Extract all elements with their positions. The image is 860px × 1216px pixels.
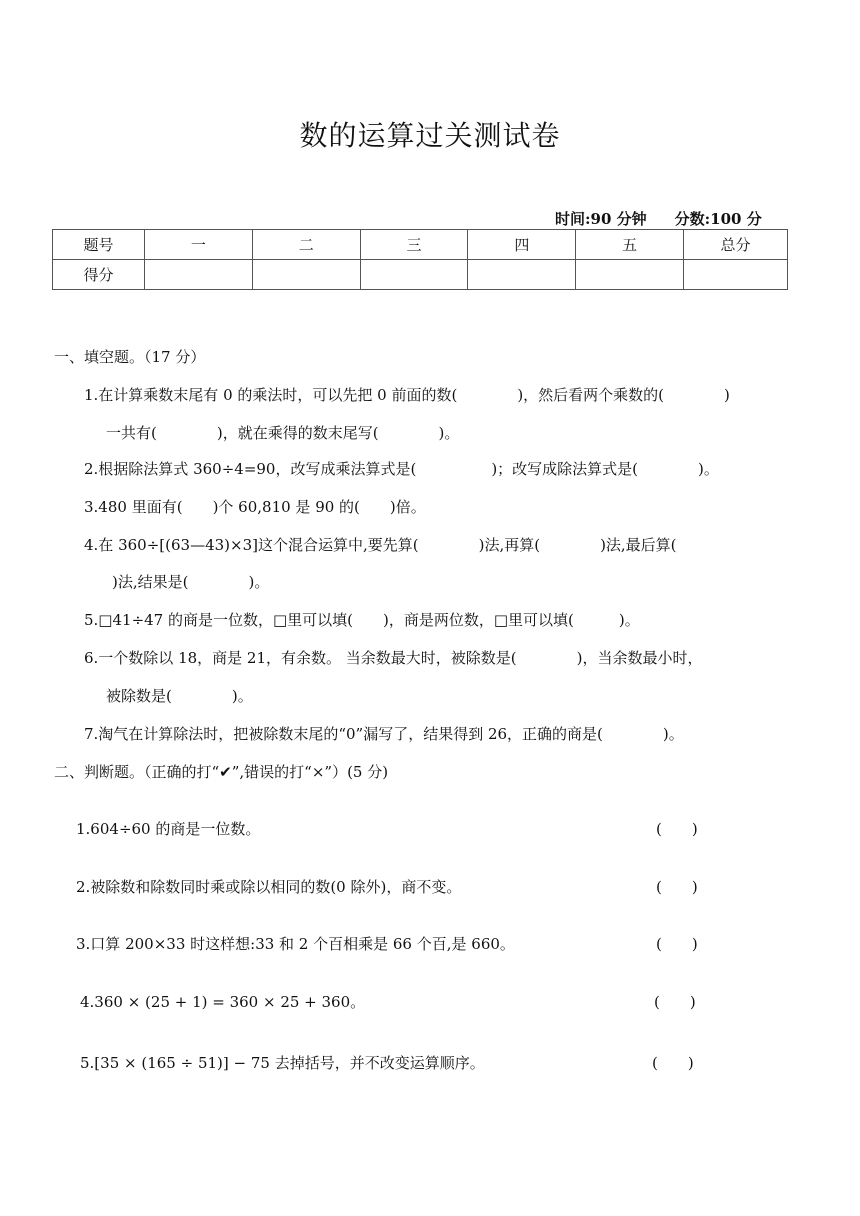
header-cell: 三 (360, 230, 468, 260)
exam-meta (555, 208, 762, 229)
question-line: 7.淘气在计算除法时，把被除数末尾的“0”漏写了，结果得到 26，正确的商是( )。 (84, 725, 684, 743)
score-table (52, 229, 788, 290)
header-cell: 二 (252, 230, 360, 260)
question-line: 一共有( )，就在乘得的数末尾写( )。 (106, 424, 460, 442)
section1-heading: 一、填空题。（17 分） (54, 348, 206, 366)
judge-item: 1.604÷60 的商是一位数。 (76, 820, 261, 838)
total-score: 分数:100 分 (674, 210, 762, 228)
judge-item: 2.被除数和除数同时乘或除以相同的数(0 除外)，商不变。 (76, 878, 462, 896)
question-line: 3.480 里面有( )个 60,810 是 90 的( )倍。 (84, 498, 426, 516)
answer-paren[interactable]: ( ) (654, 993, 696, 1011)
question-line: 5.□41÷47 的商是一位数，□里可以填( )，商是两位数，□里可以填( )。 (84, 611, 640, 629)
judge-item: 4.360 × (25 + 1) = 360 × 25 + 360。 (80, 993, 366, 1011)
header-cell: 四 (468, 230, 576, 260)
row-label: 得分 (53, 260, 145, 290)
question-line: 2.根据除法算式 360÷4=90，改写成乘法算式是( )；改写成除法算式是( )。 (84, 460, 719, 478)
score-cell[interactable] (576, 260, 684, 290)
answer-paren[interactable]: ( ) (656, 878, 698, 896)
score-cell[interactable] (360, 260, 468, 290)
answer-paren[interactable]: ( ) (652, 1054, 694, 1072)
header-cell: 总分 (684, 230, 788, 260)
score-cell[interactable] (252, 260, 360, 290)
question-line: 6.一个数除以 18，商是 21，有余数。 当余数最大时，被除数是( )，当余数最小时， (84, 649, 703, 667)
score-cell[interactable] (684, 260, 788, 290)
score-table-score-row (53, 260, 788, 290)
question-line: 4.在 360÷[(63—43)×3]这个混合运算中,要先算( )法,再算( )法,最后算( (84, 536, 677, 554)
judge-item: 3.口算 200×33 时这样想:33 和 2 个百相乘是 66 个百,是 660。 (76, 935, 515, 953)
score-cell[interactable] (468, 260, 576, 290)
score-cell[interactable] (145, 260, 253, 290)
section2-heading: 二、判断题。（正确的打“✔”,错误的打“×”）(5 分) (54, 763, 389, 781)
header-cell: 一 (145, 230, 253, 260)
time-limit: 时间:90 分钟 (555, 210, 647, 228)
answer-paren[interactable]: ( ) (656, 820, 698, 838)
header-cell: 题号 (53, 230, 145, 260)
score-table-header-row (53, 230, 788, 260)
question-line: )法,结果是( )。 (112, 573, 270, 591)
page-title: 数的运算过关测试卷 (299, 119, 561, 152)
answer-paren[interactable]: ( ) (656, 935, 698, 953)
header-cell: 五 (576, 230, 684, 260)
question-line: 1.在计算乘数末尾有 0 的乘法时，可以先把 0 前面的数( )，然后看两个乘数的( ) (84, 386, 730, 404)
question-line: 被除数是( )。 (106, 687, 253, 705)
judge-item: 5.[35 × (165 ÷ 51)] − 75 去掉括号，并不改变运算顺序。 (80, 1054, 485, 1072)
